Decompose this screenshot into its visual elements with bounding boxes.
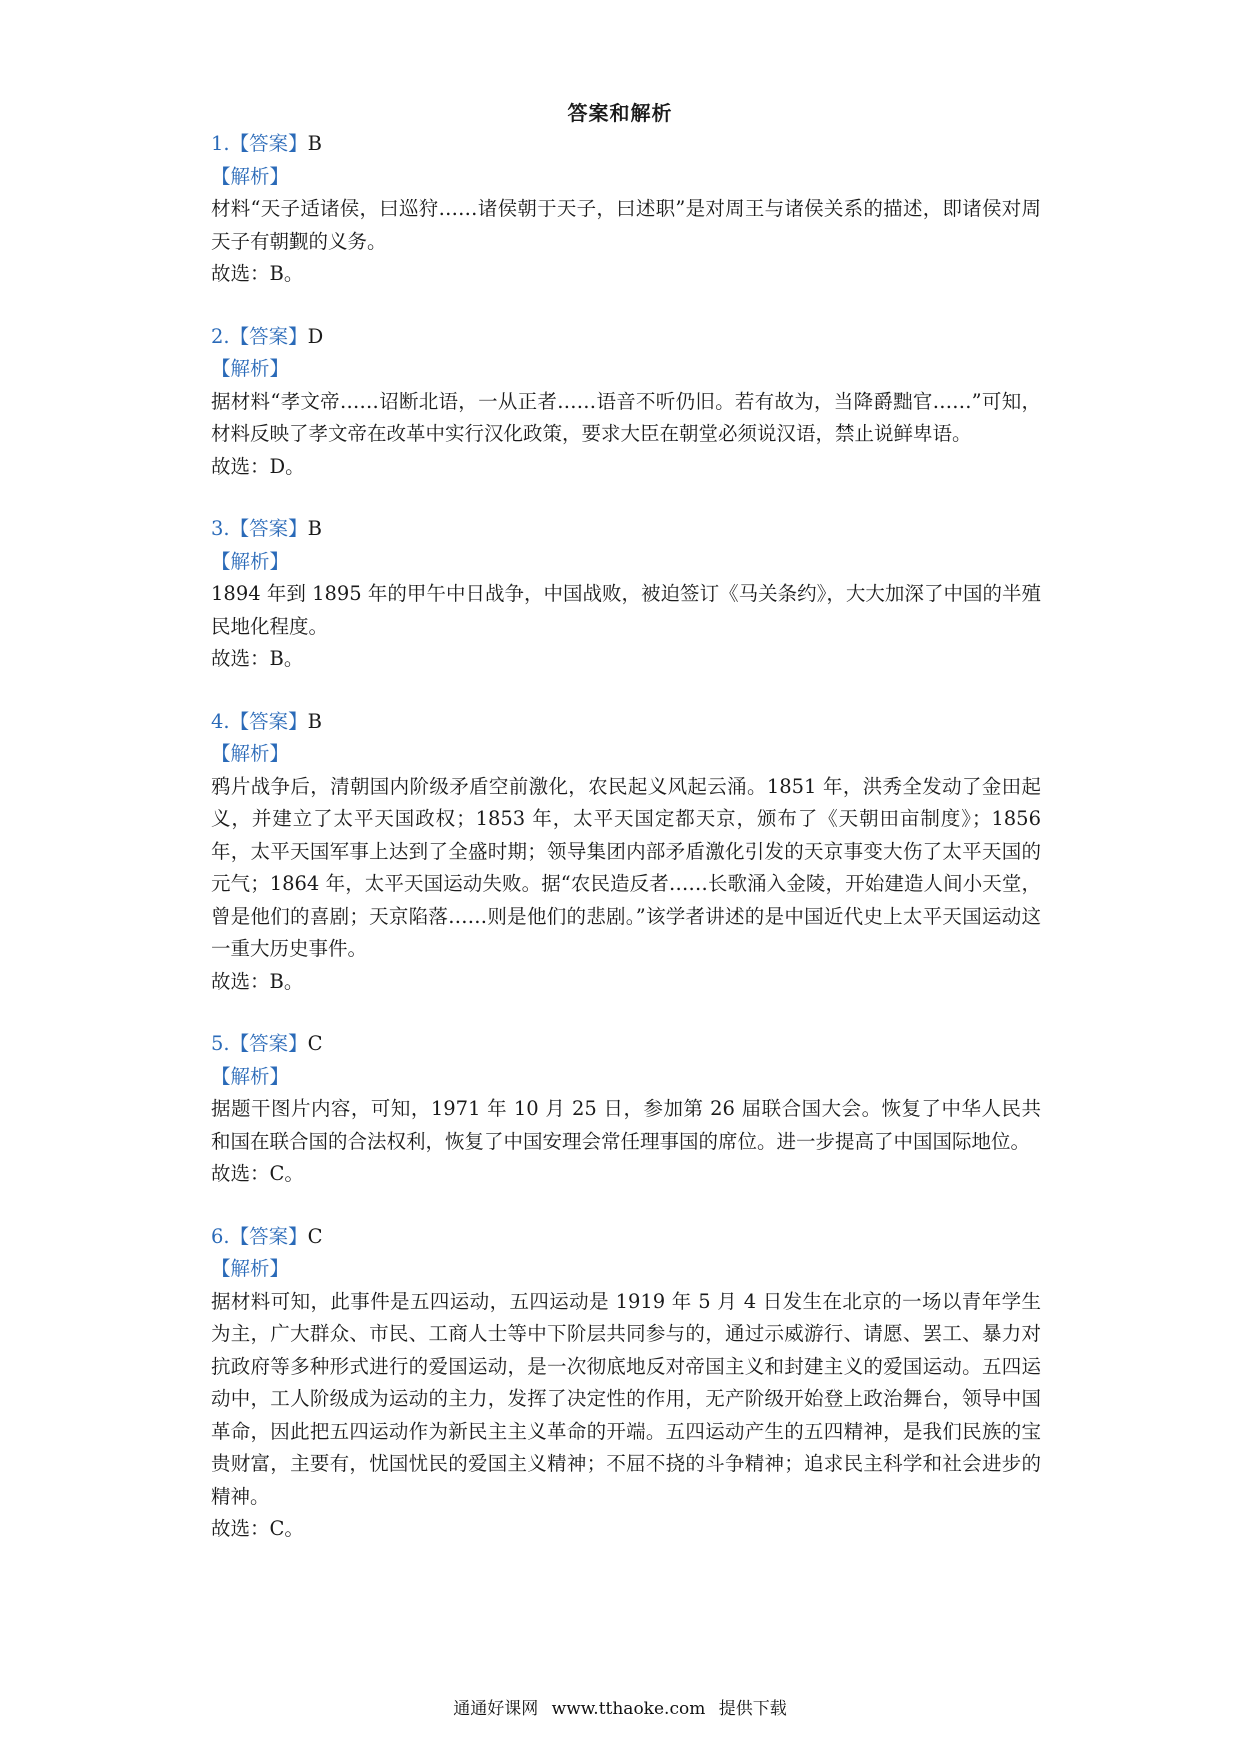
answer-line	[211, 706, 1041, 739]
answer-value: D	[307, 324, 324, 348]
answer-line	[211, 1221, 1041, 1254]
answer-value: C	[307, 1224, 323, 1248]
analysis-text: 1894 年到 1895 年的甲午中日战争，中国战败，被迫签订《马关条约》，大大加深了中国的半殖民地化程度。	[211, 582, 1041, 638]
page-title: 答案和解析	[567, 101, 673, 125]
analysis-text: 材料“天子适诸侯，曰巡狩……诸侯朝于天子，曰述职”是对周王与诸侯关系的描述，即诸侯对周天子有朝觐的义务。	[211, 197, 1041, 253]
answer-tag: 【答案】	[229, 1032, 308, 1055]
item-number: 5.	[211, 1032, 230, 1055]
answer-item-2	[211, 321, 1041, 484]
conclusion: 故选：B。	[211, 969, 304, 993]
analysis-text: 据题干图片内容，可知，1971 年 10 月 25 日，参加第 26 届联合国大会。恢复了中华人民共和国在联合国的合法权利，恢复了中国安理会常任理事国的席位。进一步提高了中国国际地位。	[211, 1097, 1041, 1153]
answer-tag: 【答案】	[229, 517, 308, 540]
footer-suffix: 提供下载	[718, 1699, 787, 1719]
answer-item-3	[211, 513, 1041, 676]
answer-item-6	[211, 1221, 1041, 1546]
conclusion: 故选：C。	[211, 1162, 304, 1185]
footer-url-link[interactable]: www.tthaoke.com	[551, 1699, 706, 1719]
item-number: 6.	[211, 1224, 230, 1248]
answer-line	[211, 128, 1041, 161]
answer-item-5	[211, 1028, 1041, 1191]
page-footer	[0, 1694, 1240, 1719]
answer-list	[211, 128, 1041, 1576]
analysis-text: 据材料可知，此事件是五四运动，五四运动是 1919 年 5 月 4 日发生在北京的一场以青年学生为主，广大群众、市民、工商人士等中下阶层共同参与的，通过示威游行、请愿、罢工、暴力对抗政府等多种形式进行的爱国运动，是一次彻底地反对帝国主义和封建主义的爱国运动。五四运动中，工人阶级成为运动的主力，发挥了决定性的作用，无产阶级开始登上政治舞台，领导中国革命，因此把五四运动作为新民主主义革命的开端。五四运动产生的五四精神，是我们民族的宝贵财富，主要有，忧国忧民的爱国主义精神；不屈不挠的斗争精神；追求民主科学和社会进步的精神。	[211, 1289, 1041, 1508]
analysis-tag: 【解析】	[211, 742, 290, 765]
conclusion: 故选：B。	[211, 647, 304, 670]
answer-tag: 【答案】	[229, 1224, 308, 1248]
answer-tag: 【答案】	[229, 324, 308, 348]
answer-tag: 【答案】	[229, 709, 308, 733]
analysis-tag: 【解析】	[211, 357, 290, 380]
item-number: 2.	[211, 324, 230, 348]
conclusion: 故选：D。	[211, 454, 305, 478]
item-number: 4.	[211, 709, 230, 733]
answer-value: C	[307, 1032, 323, 1055]
analysis-text: 鸦片战争后，清朝国内阶级矛盾空前激化，农民起义风起云涌。1851 年，洪秀全发动了金田起义，并建立了太平天国政权；1853 年，太平天国定都天京，颁布了《天朝田亩制度》；1856 年，太平天国军事上达到了全盛时期；领导集团内部矛盾激化引发的天京事变大伤了太平天国的元气；1864 年，太平天国运动失败。据“农民造反者……长歌涌入金陵，开始建造人间小天堂，曾是他们的喜剧；天京陷落……则是他们的悲剧。”该学者讲述的是中国近代史上太平天国运动这一重大历史事件。	[211, 774, 1041, 960]
answer-tag: 【答案】	[229, 132, 308, 155]
analysis-tag: 【解析】	[211, 164, 290, 188]
analysis-tag: 【解析】	[211, 1257, 290, 1280]
analysis-text: 据材料“孝文帝……诏断北语，一从正者……语音不听仍旧。若有故为，当降爵黜官……”可知，材料反映了孝文帝在改革中实行汉化政策，要求大臣在朝堂必须说汉语，禁止说鲜卑语。	[211, 389, 1041, 445]
analysis-tag: 【解析】	[211, 1064, 290, 1088]
answer-value: B	[307, 517, 322, 540]
answer-item-1	[211, 128, 1041, 291]
analysis-tag: 【解析】	[211, 549, 290, 573]
answer-item-4	[211, 706, 1041, 999]
conclusion: 故选：C。	[211, 1517, 304, 1540]
answer-line	[211, 321, 1041, 354]
conclusion: 故选：B。	[211, 262, 304, 285]
item-number: 1.	[211, 132, 230, 155]
footer-site-name: 通通好课网	[453, 1699, 539, 1719]
answer-line	[211, 513, 1041, 546]
answer-line	[211, 1028, 1041, 1061]
answer-value: B	[307, 132, 322, 155]
item-number: 3.	[211, 517, 230, 540]
answer-value: B	[307, 709, 322, 733]
